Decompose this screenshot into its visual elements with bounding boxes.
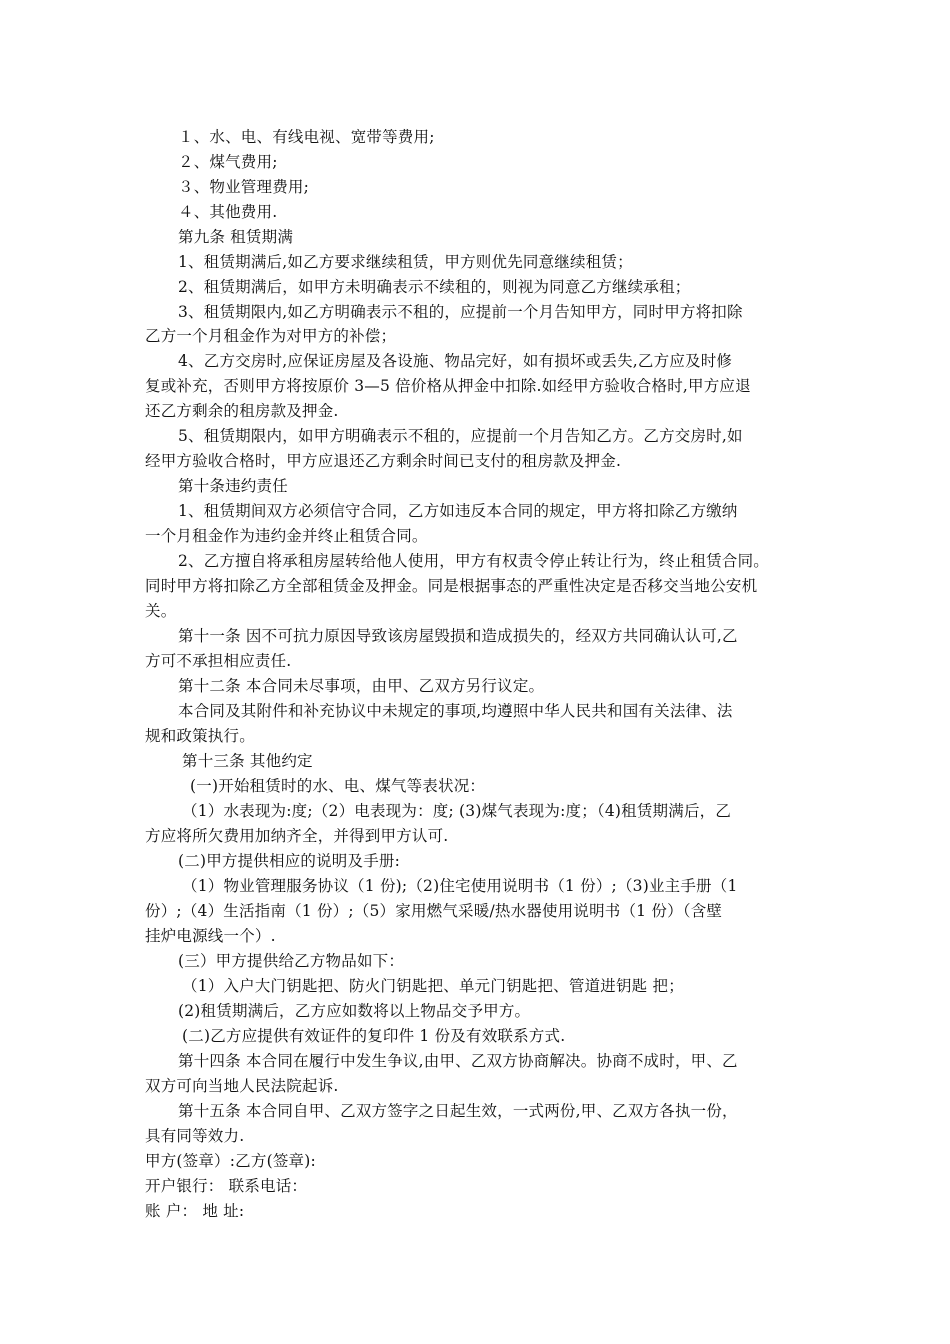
- text-line: （1）物业管理服务协议（1 份);（2)住宅使用说明书（1 份）;（3)业主手册（1: [182, 877, 738, 895]
- text-line: 挂炉电源线一个）.: [145, 927, 276, 945]
- text-line: 具有同等效力.: [145, 1127, 245, 1145]
- section-heading: 第十条违约责任: [178, 477, 288, 495]
- text-line: (二)乙方应提供有效证件的复印件 1 份及有效联系方式.: [182, 1027, 566, 1045]
- text-line: 乙方一个月租金作为对甲方的补偿；: [145, 327, 397, 345]
- text-line: 5、租赁期限内，如甲方明确表示不租的，应提前一个月告知乙方。乙方交房时,如: [178, 427, 743, 445]
- text-line: 第十二条 本合同未尽事项，由甲、乙双方另行议定。: [178, 677, 545, 695]
- text-line: 第十五条 本合同自甲、乙双方签字之日起生效，一式两份,甲、乙双方各执一份，: [178, 1102, 738, 1120]
- text-line: 关。: [145, 602, 177, 620]
- text-line: (2)租赁期满后，乙方应如数将以上物品交予甲方。: [178, 1002, 531, 1020]
- text-line: 1、租赁期满后,如乙方要求继续租赁，甲方则优先同意继续租赁；: [178, 253, 633, 271]
- text-line: 同时甲方将扣除乙方全部租赁金及押金。同是根据事态的严重性决定是否移交当地公安机: [145, 577, 758, 595]
- text-line: 4、乙方交房时,应保证房屋及各设施、物品完好，如有损坏或丢失,乙方应及时修: [178, 352, 733, 370]
- text-line: ２、煤气费用;: [178, 153, 278, 171]
- text-line: 1、租赁期间双方必须信守合同，乙方如违反本合同的规定，甲方将扣除乙方缴纳: [178, 502, 738, 520]
- account-address-line: 账 户： 地 址:: [145, 1202, 245, 1220]
- text-line: 一个月租金作为违约金并终止租赁合同。: [145, 527, 428, 545]
- text-line: 规和政策执行。: [145, 727, 255, 745]
- text-line: 方应将所欠费用加纳齐全，并得到甲方认可.: [145, 827, 449, 845]
- text-line: 2、乙方擅自将承租房屋转给他人使用，甲方有权责令停止转让行为，终止租赁合同。: [178, 552, 769, 570]
- text-line: （1）水表现为:度;（2）电表现为：度; (3)煤气表现为:度；（4)租赁期满后，乙: [182, 802, 732, 820]
- signature-line: 甲方(签章）:乙方(签章):: [145, 1152, 316, 1170]
- text-line: 经甲方验收合格时，甲方应退还乙方剩余时间已支付的租房款及押金.: [145, 452, 622, 470]
- text-line: 还乙方剩余的租房款及押金.: [145, 402, 339, 420]
- text-line: （1）入户大门钥匙把、防火门钥匙把、单元门钥匙把、管道进钥匙 把；: [182, 977, 684, 995]
- text-line: (二)甲方提供相应的说明及手册:: [178, 852, 401, 870]
- text-line: 双方可向当地人民法院起诉.: [145, 1077, 339, 1095]
- text-line: ３、物业管理费用;: [178, 178, 310, 196]
- section-heading: 第十三条 其他约定: [182, 752, 313, 770]
- bank-contact-line: 开户银行： 联系电话：: [145, 1177, 308, 1195]
- text-line: 复或补充，否则甲方将按原价 3—5 倍价格从押金中扣除.如经甲方验收合格时,甲方应退: [145, 377, 751, 395]
- text-line: (三）甲方提供给乙方物品如下：: [178, 952, 405, 970]
- text-line: 第十四条 本合同在履行中发生争议,由甲、乙双方协商解决。协商不成时，甲、乙: [178, 1052, 738, 1070]
- text-line: 3、租赁期限内,如乙方明确表示不租的，应提前一个月告知甲方，同时甲方将扣除: [178, 303, 743, 321]
- text-line: １、水、电、有线电视、宽带等费用;: [178, 128, 435, 146]
- text-line: 方可不承担相应责任.: [145, 652, 292, 670]
- text-line: 2、租赁期满后，如甲方未明确表示不续租的，则视为同意乙方继续承租；: [178, 278, 691, 296]
- text-line: (一)开始租赁时的水、电、煤气等表状况：: [190, 777, 486, 795]
- text-line: 本合同及其附件和补充协议中未规定的事项,均遵照中华人民共和国有关法律、法: [178, 702, 733, 720]
- text-line: ４、其他费用.: [178, 203, 278, 221]
- section-heading: 第九条 租赁期满: [178, 228, 294, 246]
- text-line: 份）;（4）生活指南（1 份）;（5）家用燃气采暖/热水器使用说明书（1 份）（含壁: [145, 902, 723, 920]
- text-line: 第十一条 因不可抗力原因导致该房屋毁损和造成损失的，经双方共同确认认可,乙: [178, 627, 738, 645]
